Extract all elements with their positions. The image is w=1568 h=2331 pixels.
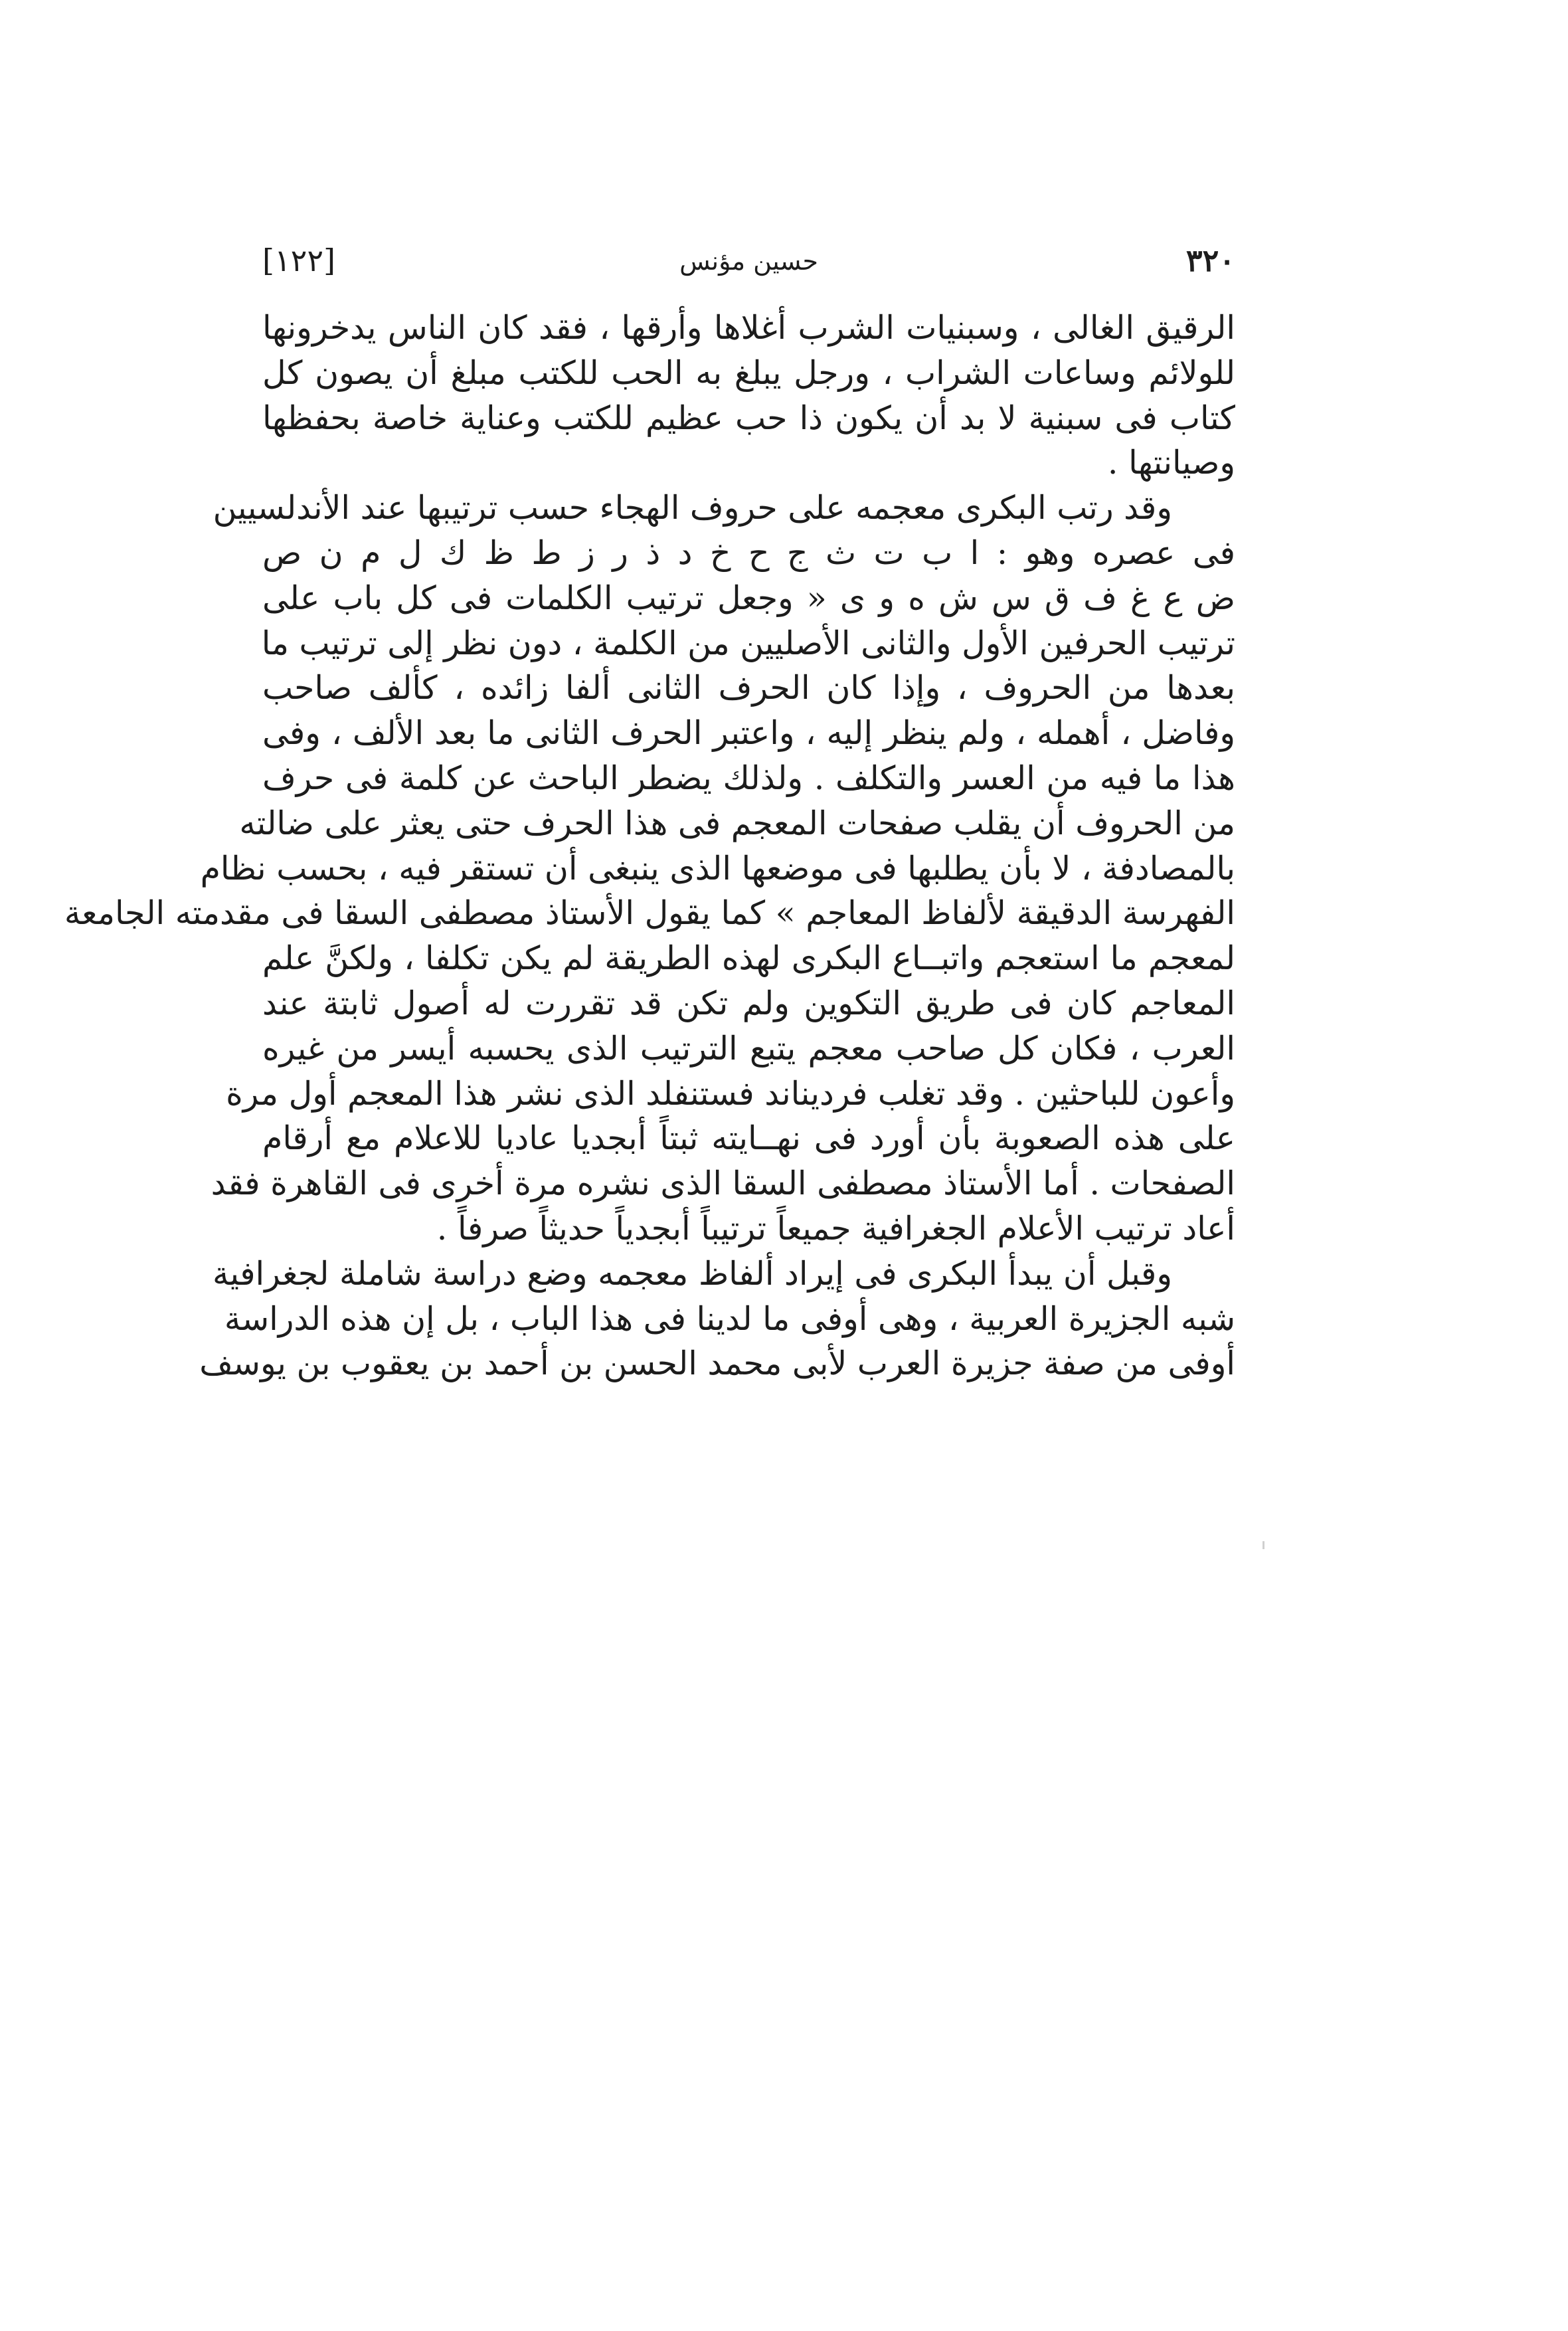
folio-number: [١٢٢] (262, 242, 336, 278)
text-line: من الحروف أن يقلب صفحات المعجم فى هذا الحرف حتى يعثر على ضالته (239, 804, 1235, 842)
page-header (262, 242, 1235, 289)
text-line: شبه الجزيرة العربية ، وهى أوفى ما لدينا فى هذا الباب ، بل إن هذه الدراسة (224, 1299, 1235, 1338)
text-line: وأعون للباحثين . وقد تغلب فرديناند فستنفلد الذى نشر هذا المعجم أول مرة (226, 1074, 1235, 1113)
text-line: بعدها من الحروف ، وإذا كان الحرف الثانى ألفا زائده ، كألف صاحب (262, 669, 1235, 707)
running-title: حسين مؤنس (679, 246, 818, 276)
text-line: ترتيب الحرفين الأول والثانى الأصليين من الكلمة ، دون نظر إلى ترتيب ما (261, 624, 1235, 662)
text-line: بالمصادفة ، لا بأن يطلبها فى موضعها الذى ينبغى أن تستقر فيه ، بحسب نظام (200, 849, 1235, 887)
text-line: الفهرسة الدقيقة لألفاظ المعاجم » كما يقول الأستاذ مصطفى السقا فى مقدمته الجامعة (64, 894, 1235, 933)
text-line: العرب ، فكان كل صاحب معجم يتبع الترتيب الذى يحسبه أيسر من غيره (262, 1029, 1235, 1068)
text-line: وصيانتها . (1107, 444, 1235, 482)
text-line: هذا ما فيه من العسر والتكلف . ولذلك يضطر الباحث عن كلمة فى حرف (262, 759, 1235, 797)
text-line: وفاضل ، أهمله ، ولم ينظر إليه ، واعتبر الحرف الثانى ما بعد الألف ، وفى (262, 714, 1235, 753)
margin-mark (1263, 1541, 1264, 1549)
text-line: للولائم وساعات الشراب ، ورجل يبلغ به الحب للكتب مبلغ أن يصون كل (262, 353, 1235, 392)
text-line: ض ع غ ف ق س ش ه و ى « وجعل ترتيب الكلمات فى كل باب على (262, 579, 1235, 617)
text-line: أعاد ترتيب الأعلام الجغرافية جميعاً ترتيباً أبجدياً حديثاً صرفاً . (436, 1209, 1235, 1248)
text-line: على هذه الصعوبة بأن أورد فى نهــايته ثبتاً أبجديا عاديا للاعلام مع أرقام (262, 1119, 1235, 1158)
page-number: ٣٢٠ (1185, 242, 1235, 278)
text-line: وقد رتب البكرى معجمه على حروف الهجاء حسب ترتيبها عند الأندلسيين (213, 489, 1172, 527)
body-text (64, 306, 1235, 1386)
text-line: الرقيق الغالى ، وسبنيات الشرب أغلاها وأرقها ، فقد كان الناس يدخرونها (262, 309, 1235, 347)
text-line: المعاجم كان فى طريق التكوين ولم تكن قد تقررت له أصول ثابتة عند (262, 984, 1235, 1022)
text-line: الصفحات . أما الأستاذ مصطفى السقا الذى نشره مرة أخرى فى القاهرة فقد (211, 1165, 1235, 1203)
text-line: لمعجم ما استعجم واتبــاع البكرى لهذه الطريقة لم يكن تكلفا ، ولكنَّ علم (262, 939, 1235, 978)
text-line: فى عصره وهو : ا ب ت ث ج ح خ د ذ ر ز ط ظ ك ل م ن ص (262, 533, 1235, 572)
text-line: كتاب فى سبنية لا بد أن يكون ذا حب عظيم للكتب وعناية خاصة بحفظها (262, 399, 1235, 437)
text-line: أوفى من صفة جزيرة العرب لأبى محمد الحسن بن أحمد بن يعقوب بن يوسف (199, 1345, 1235, 1383)
text-line: وقبل أن يبدأ البكرى فى إيراد ألفاظ معجمه وضع دراسة شاملة لجغرافية (213, 1254, 1172, 1293)
